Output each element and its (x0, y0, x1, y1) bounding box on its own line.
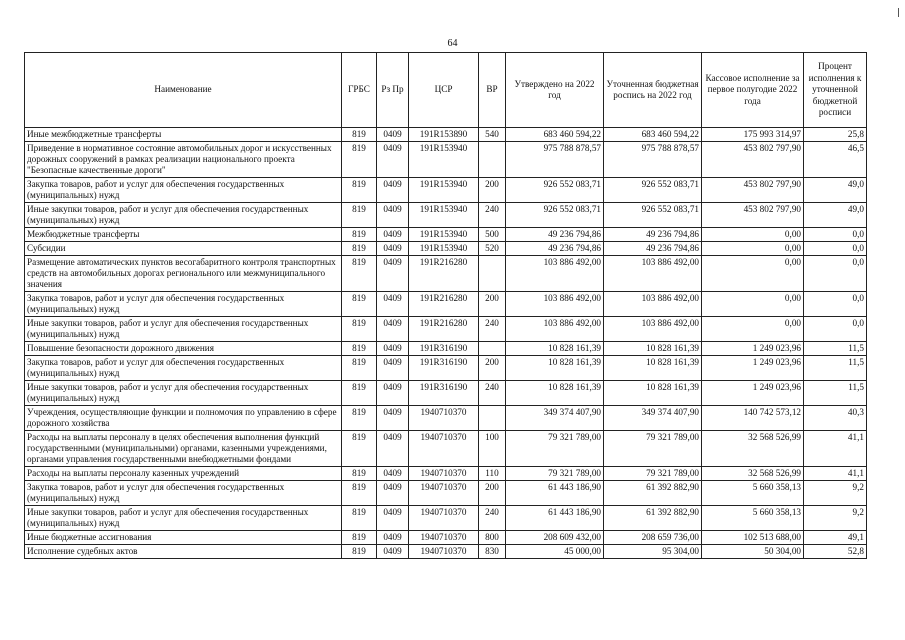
table-row (25, 467, 867, 481)
cell-rzpr: 0409 (377, 228, 409, 242)
table-row (25, 292, 867, 317)
cell-name: Закупка товаров, работ и услуг для обеспечения государственных (муниципальных) нужд (25, 292, 342, 317)
cell-refined: 10 828 161,39 (604, 381, 702, 406)
cell-grbs: 819 (342, 481, 377, 506)
cell-percent: 9,2 (804, 506, 867, 531)
cell-rzpr: 0409 (377, 506, 409, 531)
cell-approved: 49 236 794,86 (506, 242, 604, 256)
cell-vr: 240 (479, 381, 506, 406)
budget-table (24, 52, 867, 559)
cell-grbs: 819 (342, 506, 377, 531)
cell-csr: 191R316190 (409, 356, 479, 381)
cell-grbs: 819 (342, 356, 377, 381)
cell-vr: 200 (479, 292, 506, 317)
cell-vr: 500 (479, 228, 506, 242)
cell-name: Расходы на выплаты персоналу в целях обеспечения выполнения функций государственными (муниципальными) органами, казенными учреждениями, органами управления государственными внебюджетными фондами (25, 431, 342, 467)
cell-rzpr: 0409 (377, 128, 409, 142)
cell-name: Исполнение судебных актов (25, 545, 342, 559)
cell-csr: 191R153940 (409, 178, 479, 203)
cell-name: Иные бюджетные ассигнования (25, 531, 342, 545)
cell-percent: 41,1 (804, 431, 867, 467)
cell-name: Межбюджетные трансферты (25, 228, 342, 242)
cell-vr: 520 (479, 242, 506, 256)
table-row (25, 228, 867, 242)
cell-name: Размещение автоматических пунктов весогабаритного контроля транспортных средств на автомобильных дорогах регионального или межмуниципального значения (25, 256, 342, 292)
cell-approved: 683 460 594,22 (506, 128, 604, 142)
cell-name: Субсидии (25, 242, 342, 256)
cell-rzpr: 0409 (377, 531, 409, 545)
cell-grbs: 819 (342, 142, 377, 178)
table-row (25, 203, 867, 228)
cell-grbs: 819 (342, 228, 377, 242)
table-row (25, 531, 867, 545)
cell-csr: 191R153940 (409, 142, 479, 178)
cell-refined: 349 374 407,90 (604, 406, 702, 431)
cell-rzpr: 0409 (377, 178, 409, 203)
table-row (25, 381, 867, 406)
edge-mark (898, 8, 899, 17)
cell-vr: 800 (479, 531, 506, 545)
cell-percent: 52,8 (804, 545, 867, 559)
cell-rzpr: 0409 (377, 467, 409, 481)
cell-percent: 40,3 (804, 406, 867, 431)
cell-name: Закупка товаров, работ и услуг для обеспечения государственных (муниципальных) нужд (25, 481, 342, 506)
cell-name: Закупка товаров, работ и услуг для обеспечения государственных (муниципальных) нужд (25, 356, 342, 381)
table-row (25, 128, 867, 142)
cell-rzpr: 0409 (377, 381, 409, 406)
cell-csr: 191R153940 (409, 203, 479, 228)
cell-percent: 0,0 (804, 228, 867, 242)
cell-rzpr: 0409 (377, 481, 409, 506)
cell-grbs: 819 (342, 342, 377, 356)
cell-refined: 975 788 878,57 (604, 142, 702, 178)
cell-name: Иные межбюджетные трансферты (25, 128, 342, 142)
cell-rzpr: 0409 (377, 142, 409, 178)
cell-refined: 103 886 492,00 (604, 292, 702, 317)
cell-grbs: 819 (342, 406, 377, 431)
cell-grbs: 819 (342, 431, 377, 467)
page-number: 64 (447, 38, 458, 49)
table-row (25, 406, 867, 431)
col-header-rzpr: Рз Пр (377, 53, 409, 128)
cell-grbs: 819 (342, 292, 377, 317)
cell-csr: 191R316190 (409, 342, 479, 356)
cell-grbs: 819 (342, 242, 377, 256)
cell-rzpr: 0409 (377, 356, 409, 381)
cell-csr: 1940710370 (409, 506, 479, 531)
cell-refined: 49 236 794,86 (604, 242, 702, 256)
cell-vr (479, 256, 506, 292)
cell-cash: 5 660 358,13 (702, 481, 804, 506)
cell-refined: 61 392 882,90 (604, 506, 702, 531)
cell-csr: 191R153940 (409, 228, 479, 242)
col-header-refined: Уточненная бюджетная роспись на 2022 год (604, 53, 702, 128)
cell-name: Иные закупки товаров, работ и услуг для обеспечения государственных (муниципальных) нужд (25, 506, 342, 531)
cell-cash: 50 304,00 (702, 545, 804, 559)
cell-percent: 46,5 (804, 142, 867, 178)
col-header-name: Наименование (25, 53, 342, 128)
cell-cash: 453 802 797,90 (702, 203, 804, 228)
cell-vr: 240 (479, 317, 506, 342)
cell-approved: 10 828 161,39 (506, 356, 604, 381)
cell-approved: 926 552 083,71 (506, 203, 604, 228)
cell-refined: 103 886 492,00 (604, 256, 702, 292)
cell-refined: 10 828 161,39 (604, 356, 702, 381)
cell-refined: 79 321 789,00 (604, 431, 702, 467)
cell-approved: 103 886 492,00 (506, 317, 604, 342)
cell-refined: 61 392 882,90 (604, 481, 702, 506)
cell-percent: 49,0 (804, 203, 867, 228)
cell-name: Расходы на выплаты персоналу казенных учреждений (25, 467, 342, 481)
cell-approved: 349 374 407,90 (506, 406, 604, 431)
cell-refined: 208 659 736,00 (604, 531, 702, 545)
cell-name: Закупка товаров, работ и услуг для обеспечения государственных (муниципальных) нужд (25, 178, 342, 203)
cell-cash: 0,00 (702, 256, 804, 292)
cell-rzpr: 0409 (377, 256, 409, 292)
cell-name: Иные закупки товаров, работ и услуг для обеспечения государственных (муниципальных) нужд (25, 381, 342, 406)
cell-percent: 0,0 (804, 256, 867, 292)
cell-name: Учреждения, осуществляющие функции и полномочия по управлению в сфере дорожного хозяйства (25, 406, 342, 431)
cell-vr: 240 (479, 203, 506, 228)
cell-cash: 32 568 526,99 (702, 431, 804, 467)
cell-refined: 79 321 789,00 (604, 467, 702, 481)
cell-cash: 0,00 (702, 317, 804, 342)
table-row (25, 317, 867, 342)
table-row (25, 431, 867, 467)
cell-vr: 200 (479, 356, 506, 381)
cell-csr: 1940710370 (409, 467, 479, 481)
table-row (25, 142, 867, 178)
cell-approved: 103 886 492,00 (506, 292, 604, 317)
cell-approved: 975 788 878,57 (506, 142, 604, 178)
cell-vr: 240 (479, 506, 506, 531)
cell-refined: 95 304,00 (604, 545, 702, 559)
cell-cash: 1 249 023,96 (702, 342, 804, 356)
col-header-grbs: ГРБС (342, 53, 377, 128)
cell-approved: 926 552 083,71 (506, 178, 604, 203)
cell-cash: 0,00 (702, 292, 804, 317)
cell-refined: 49 236 794,86 (604, 228, 702, 242)
cell-vr (479, 142, 506, 178)
cell-vr: 540 (479, 128, 506, 142)
cell-refined: 103 886 492,00 (604, 317, 702, 342)
cell-refined: 10 828 161,39 (604, 342, 702, 356)
cell-approved: 10 828 161,39 (506, 342, 604, 356)
cell-csr: 1940710370 (409, 406, 479, 431)
cell-name: Приведение в нормативное состояние автомобильных дорог и искусственных дорожных сооружений в рамках реализации национального проекта "Безопасные качественные дороги" (25, 142, 342, 178)
cell-cash: 1 249 023,96 (702, 381, 804, 406)
cell-grbs: 819 (342, 128, 377, 142)
cell-csr: 191R153890 (409, 128, 479, 142)
table-row (25, 342, 867, 356)
cell-approved: 103 886 492,00 (506, 256, 604, 292)
cell-percent: 0,0 (804, 242, 867, 256)
cell-cash: 1 249 023,96 (702, 356, 804, 381)
table-row (25, 242, 867, 256)
cell-rzpr: 0409 (377, 431, 409, 467)
table-body (25, 128, 867, 559)
cell-rzpr: 0409 (377, 545, 409, 559)
table-row (25, 356, 867, 381)
cell-name: Повышение безопасности дорожного движения (25, 342, 342, 356)
cell-vr: 110 (479, 467, 506, 481)
table-row (25, 545, 867, 559)
cell-percent: 25,8 (804, 128, 867, 142)
cell-vr (479, 406, 506, 431)
cell-grbs: 819 (342, 531, 377, 545)
cell-csr: 1940710370 (409, 531, 479, 545)
cell-csr: 1940710370 (409, 431, 479, 467)
cell-refined: 683 460 594,22 (604, 128, 702, 142)
cell-cash: 102 513 688,00 (702, 531, 804, 545)
cell-csr: 191R153940 (409, 242, 479, 256)
cell-name: Иные закупки товаров, работ и услуг для обеспечения государственных (муниципальных) нужд (25, 317, 342, 342)
cell-grbs: 819 (342, 467, 377, 481)
cell-csr: 191R216280 (409, 256, 479, 292)
cell-grbs: 819 (342, 381, 377, 406)
table-row (25, 178, 867, 203)
table-row (25, 256, 867, 292)
cell-cash: 140 742 573,12 (702, 406, 804, 431)
cell-approved: 79 321 789,00 (506, 467, 604, 481)
cell-grbs: 819 (342, 545, 377, 559)
col-header-approved: Утверждено на 2022 год (506, 53, 604, 128)
cell-vr: 200 (479, 481, 506, 506)
cell-vr (479, 342, 506, 356)
cell-rzpr: 0409 (377, 317, 409, 342)
header-row (25, 53, 867, 128)
cell-rzpr: 0409 (377, 242, 409, 256)
cell-percent: 11,5 (804, 342, 867, 356)
cell-csr: 1940710370 (409, 481, 479, 506)
cell-percent: 11,5 (804, 356, 867, 381)
cell-rzpr: 0409 (377, 292, 409, 317)
cell-rzpr: 0409 (377, 342, 409, 356)
cell-percent: 41,1 (804, 467, 867, 481)
cell-vr: 830 (479, 545, 506, 559)
cell-cash: 175 993 314,97 (702, 128, 804, 142)
cell-percent: 0,0 (804, 292, 867, 317)
cell-approved: 61 443 186,90 (506, 481, 604, 506)
col-header-cash: Кассовое исполнение за первое полугодие 2022 года (702, 53, 804, 128)
cell-approved: 61 443 186,90 (506, 506, 604, 531)
cell-vr: 200 (479, 178, 506, 203)
cell-refined: 926 552 083,71 (604, 203, 702, 228)
cell-csr: 191R316190 (409, 381, 479, 406)
cell-approved: 49 236 794,86 (506, 228, 604, 242)
cell-approved: 10 828 161,39 (506, 381, 604, 406)
cell-refined: 926 552 083,71 (604, 178, 702, 203)
cell-rzpr: 0409 (377, 203, 409, 228)
cell-csr: 191R216280 (409, 292, 479, 317)
cell-vr: 100 (479, 431, 506, 467)
cell-cash: 0,00 (702, 228, 804, 242)
cell-name: Иные закупки товаров, работ и услуг для обеспечения государственных (муниципальных) нужд (25, 203, 342, 228)
cell-cash: 453 802 797,90 (702, 142, 804, 178)
cell-cash: 5 660 358,13 (702, 506, 804, 531)
cell-percent: 0,0 (804, 317, 867, 342)
table-row (25, 481, 867, 506)
cell-percent: 49,0 (804, 178, 867, 203)
cell-csr: 191R216280 (409, 317, 479, 342)
cell-approved: 208 609 432,00 (506, 531, 604, 545)
table-row (25, 506, 867, 531)
cell-cash: 453 802 797,90 (702, 178, 804, 203)
cell-grbs: 819 (342, 203, 377, 228)
cell-csr: 1940710370 (409, 545, 479, 559)
col-header-vr: ВР (479, 53, 506, 128)
cell-cash: 0,00 (702, 242, 804, 256)
col-header-csr: ЦСР (409, 53, 479, 128)
col-header-percent: Процент исполнения к уточненной бюджетной росписи (804, 53, 867, 128)
cell-percent: 9,2 (804, 481, 867, 506)
cell-percent: 49,1 (804, 531, 867, 545)
cell-approved: 45 000,00 (506, 545, 604, 559)
cell-grbs: 819 (342, 317, 377, 342)
cell-rzpr: 0409 (377, 406, 409, 431)
cell-grbs: 819 (342, 256, 377, 292)
cell-grbs: 819 (342, 178, 377, 203)
cell-percent: 11,5 (804, 381, 867, 406)
cell-approved: 79 321 789,00 (506, 431, 604, 467)
cell-cash: 32 568 526,99 (702, 467, 804, 481)
